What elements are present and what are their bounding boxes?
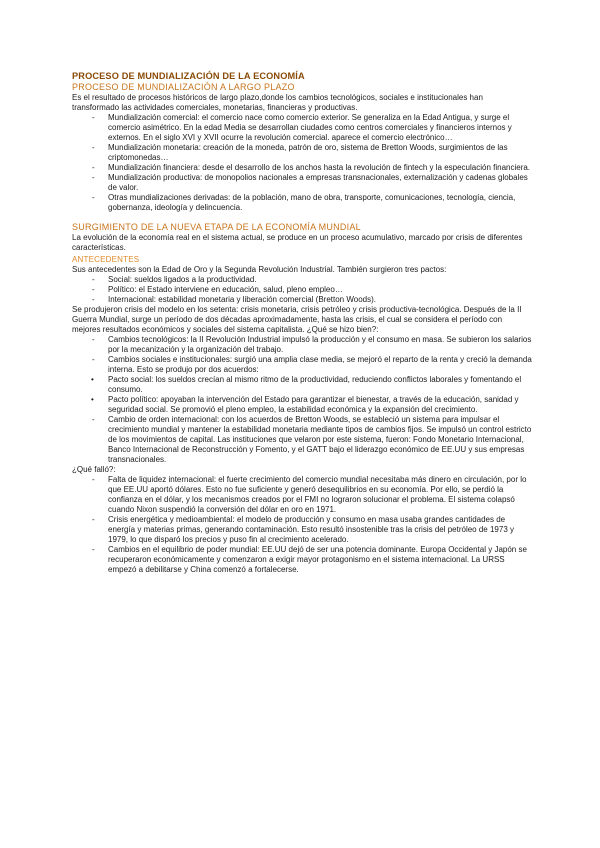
bien-list-continued: [72, 415, 532, 465]
section-intro-paragraph: Es el resultado de procesos históricos de largo plazo,donde los cambios tecnológicos, sociales e institucionales han transformado las actividades comerciales, monetarias, financieras y productivas.: [72, 93, 483, 112]
list-item: - Cambios en el equilibrio de poder mundial: EE.UU dejó de ser una potencia dominante. Europa Occidental y Japón se recuperaron económicamente y comenzaron a exigir mayor protagonismo en el sistema internacional. La URSS empezó a debilitarse y China comenzó a fortalecerse.: [72, 545, 532, 575]
mundializacion-list: [72, 113, 532, 213]
document-page: [72, 71, 532, 575]
section-intro-paragraph: La evolución de la economía real en el sistema actual, se produce en un proceso acumulativo, marcado por crisis de diferentes características.: [72, 233, 523, 252]
list-item: • Pacto político: apoyaban la intervención del Estado para garantizar el bienestar, a través de la educación, sanidad y seguridad social. Se promovió el pleno empleo, la estabilidad económica y la expansión del crecimiento.: [72, 395, 532, 415]
list-item: - Falta de liquidez internacional: el fuerte crecimiento del comercio mundial necesitaba más dinero en circulación, por lo que EE.UU aportó dólares. Esto no fue suficiente y generó desequilibrios en su economía. Por ello, se perdió la confianza en el dólar, y los mecanismos creados por el FMI no lograron solucionar el problema. El sistema colapsó cuando Nixon suspendió la conversión del dólar en oro en 1971.: [72, 475, 532, 515]
list-item: - Social: sueldos ligados a la productividad.: [72, 275, 532, 285]
list-item: - Cambios tecnológicos: la II Revolución Industrial impulsó la producción y el consumo en masa. Se subieron los salarios por la mecanización y la organización del trabajo.: [72, 335, 532, 355]
pactos-list: [72, 275, 532, 305]
subheading-antecedentes: ANTECEDENTES: [72, 255, 140, 264]
section-heading-nueva-etapa: SURGIMIENTO DE LA NUEVA ETAPA DE LA ECONOMÍA MUNDIAL: [72, 222, 361, 232]
list-item: - Crisis energética y medioambiental: el modelo de producción y consumo en masa usaba grandes cantidades de energía y materias primas, generando contaminación. Esto resultó insostenible tras la crisis del petróleo de 1973 y 1979, lo que disparó los precios y puso fin al crecimiento acelerado.: [72, 515, 532, 545]
list-item: - Mundialización monetaria: creación de la moneda, patrón de oro, sistema de Bretton Woods, surgimientos de las criptomonedas…: [72, 143, 532, 163]
list-item: - Otras mundializaciones derivadas: de la población, mano de obra, transporte, comunicaciones, tecnología, ciencia, gobernanza, ideología y delincuencia.: [72, 193, 532, 213]
list-item: - Mundialización financiera: desde el desarrollo de los anchos hasta la revolución de fintech y la especulación financiera.: [72, 163, 532, 173]
fallo-heading: ¿Qué falló?:: [72, 465, 116, 474]
list-item: - Político: el Estado interviene en educación, salud, pleno empleo…: [72, 285, 532, 295]
list-item: - Mundialización comercial: el comercio nace como comercio exterior. Se generaliza en la Edad Antigua, y surge el comercio asimétrico. En la edad Media se desarrollan ciudades como centros comerciales y financieros internos y externos. En el siglo XVI y XVII ocurre la revolución comercial. aparece el comercio electrónico…: [72, 113, 532, 143]
antecedentes-intro: Sus antecedentes son la Edad de Oro y la Segunda Revolución Industrial. También surgieron tres pactos:: [72, 265, 447, 274]
bien-list: [72, 335, 532, 375]
list-item: - Cambios sociales e institucionales: surgió una amplia clase media, se mejoró el reparto de la renta y creció la demanda interna. Esto se produjo por dos acuerdos:: [72, 355, 532, 375]
list-item: • Pacto social: los sueldos crecían al mismo ritmo de la productividad, reduciendo conflictos laborales y fomentando el consumo.: [72, 375, 532, 395]
crisis-paragraph: Se produjeron crisis del modelo en los setenta: crisis monetaria, crisis petróleo y crisis productiva-tecnológica. Después de la II Guerra Mundial, surge un período de dos décadas aproximadamente, hasta las crisis, el cual se considera el período con mejores resultados económicos y sociales del sistema capitalista. ¿Qué se hizo bien?:: [72, 305, 522, 334]
section-heading-largo-plazo: PROCESO DE MUNDIALIZACIÓN A LARGO PLAZO: [72, 82, 295, 92]
fallo-list: [72, 475, 532, 575]
list-item: - Mundialización productiva: de monopolios nacionales a empresas transnacionales, externalización y cadenas globales de valor.: [72, 173, 532, 193]
list-item: - Cambio de orden internacional: con los acuerdos de Bretton Woods, se estableció un sistema para impulsar el crecimiento mundial y mantener la estabilidad monetaria mediante tipos de cambios fijos. Se impulsó un control estricto de los movimientos de capital. Las instituciones que velaron por este sistema, fueron: Fondo Monetario Internacional, Banco Internacional de Reconstrucción y Fomento, y el GATT bajo el liderazgo económico de EE.UU y sus empresas transnacionales.: [72, 415, 532, 465]
acuerdos-list: [72, 375, 532, 415]
list-item: - Internacional: estabilidad monetaria y liberación comercial (Bretton Woods).: [72, 295, 532, 305]
document-title: PROCESO DE MUNDIALIZACIÓN DE LA ECONOMÍA: [72, 71, 305, 81]
